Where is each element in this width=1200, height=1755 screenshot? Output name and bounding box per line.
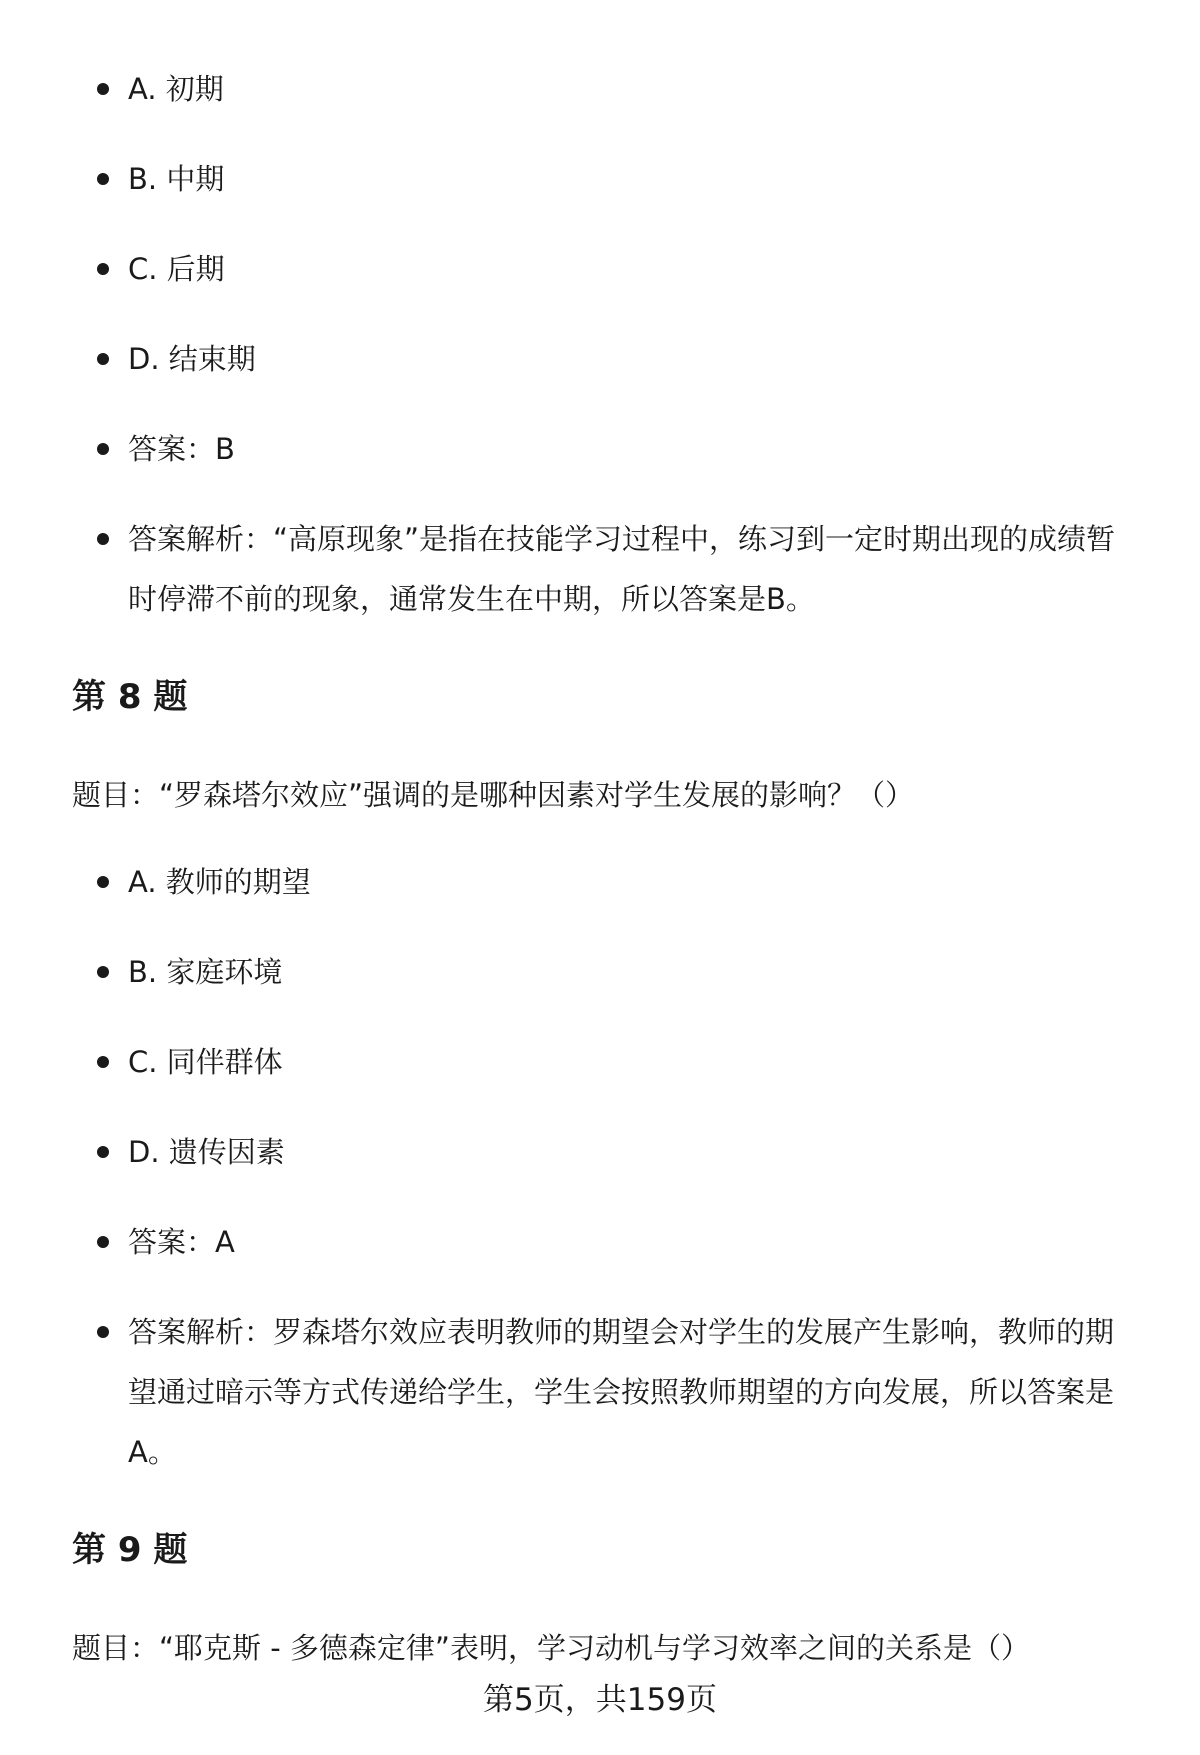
option-a: A. 初期 [128, 72, 224, 106]
bullet-icon [97, 263, 109, 275]
bullet-icon [97, 353, 109, 365]
bullet-icon [97, 1326, 109, 1338]
option-d: D. 遗传因素 [128, 1135, 285, 1169]
question-stem: 题目：“耶克斯 - 多德森定律”表明，学习动机与学习效率之间的关系是（） [72, 1631, 1030, 1665]
bullet-icon [97, 1146, 109, 1158]
option-b: B. 中期 [128, 162, 225, 196]
bullet-icon [97, 173, 109, 185]
bullet-icon [97, 443, 109, 455]
list-item [0, 329, 1200, 389]
bullet-icon [97, 1236, 109, 1248]
list-item [0, 1032, 1200, 1092]
option-c: C. 同伴群体 [128, 1045, 283, 1079]
option-b: B. 家庭环境 [128, 955, 283, 989]
answer-text: 答案：B [128, 432, 235, 466]
list-item [0, 509, 1200, 629]
list-item [0, 419, 1200, 479]
answer-text: 答案：A [128, 1225, 235, 1259]
q8-option-list [0, 852, 1200, 1512]
explanation-text: 答案解析：罗森塔尔效应表明教师的期望会对学生的发展产生影响，教师的期望通过暗示等方式传递给学生，学生会按照教师期望的方向发展，所以答案是A。 [128, 1315, 1115, 1469]
bullet-icon [97, 1056, 109, 1068]
list-item [0, 239, 1200, 299]
option-a: A. 教师的期望 [128, 865, 311, 899]
list-item [0, 1212, 1200, 1272]
list-item [0, 59, 1200, 119]
option-c: C. 后期 [128, 252, 225, 286]
option-d: D. 结束期 [128, 342, 256, 376]
explanation-text: 答案解析：“高原现象”是指在技能学习过程中，练习到一定时期出现的成绩暂时停滞不前的现象，通常发生在中期，所以答案是B。 [128, 522, 1116, 616]
list-item [0, 942, 1200, 1002]
bullet-icon [97, 533, 109, 545]
bullet-icon [97, 83, 109, 95]
list-item [0, 1122, 1200, 1182]
bullet-icon [97, 876, 109, 888]
question-heading: 第 8 题 [72, 677, 188, 717]
list-item [0, 149, 1200, 209]
list-item [0, 852, 1200, 912]
list-item [0, 1302, 1200, 1482]
bullet-icon [97, 966, 109, 978]
question-stem: 题目：“罗森塔尔效应”强调的是哪种因素对学生发展的影响？（） [72, 778, 915, 812]
q7-option-list [0, 59, 1200, 659]
page-indicator: 第5页，共159页 [483, 1682, 717, 1718]
question-heading: 第 9 题 [72, 1530, 188, 1570]
